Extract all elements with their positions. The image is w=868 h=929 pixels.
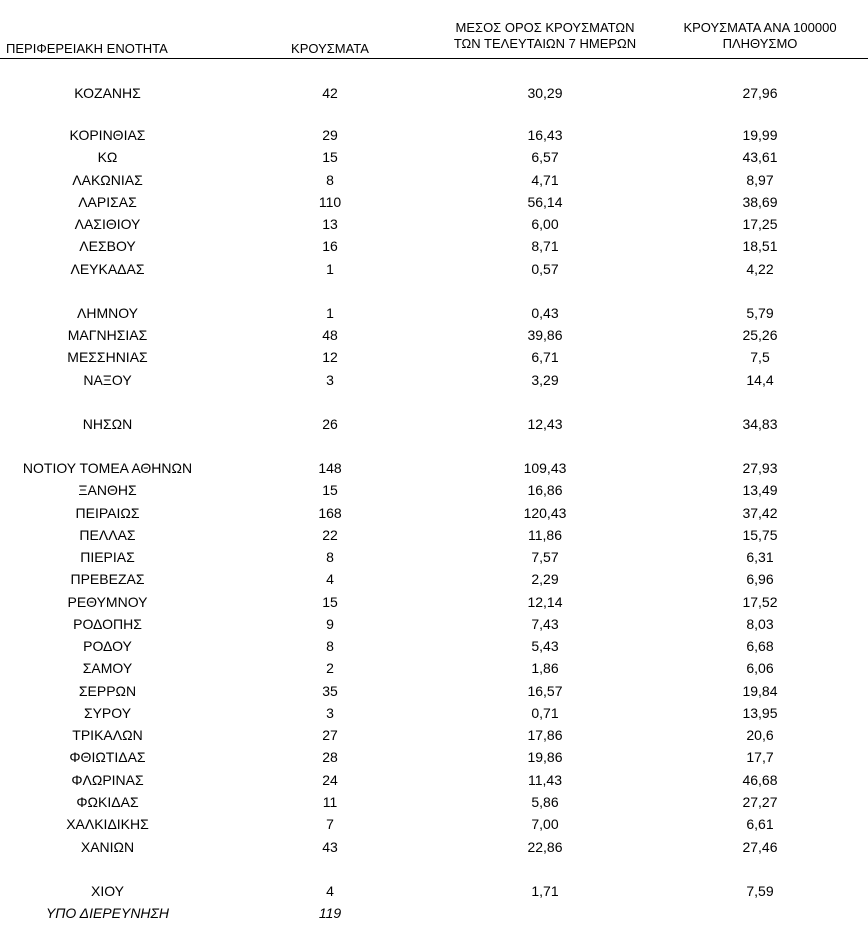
cell-per100k: 27,27 (742, 794, 778, 810)
cell-avg7: 39,86 (527, 327, 563, 343)
cell-region: ΧΑΝΙΩΝ (80, 839, 135, 855)
cell-per100k: 17,7 (746, 749, 774, 765)
cell-region: ΜΑΓΝΗΣΙΑΣ (67, 327, 148, 343)
cell-cases: 110 (318, 194, 342, 210)
table-row (0, 370, 868, 390)
cell-per100k: 6,61 (746, 816, 774, 832)
cell-cases: 4 (326, 883, 334, 899)
cell-per100k: 5,79 (746, 305, 774, 321)
cell-region: ΣΑΜΟΥ (82, 660, 133, 676)
cell-region: ΠΡΕΒΕΖΑΣ (70, 571, 145, 587)
table-row (0, 681, 868, 701)
cell-per100k: 13,95 (742, 705, 778, 721)
cell-avg7: 109,43 (523, 460, 567, 476)
cell-region: ΛΑΡΙΣΑΣ (78, 194, 137, 210)
table-row (0, 303, 868, 323)
cell-region: ΧΑΛΚΙΔΙΚΗΣ (66, 816, 149, 832)
table-row (0, 325, 868, 345)
cell-cases: 22 (322, 527, 338, 543)
table-row (0, 658, 868, 678)
table-row (0, 192, 868, 212)
cell-avg7: 30,29 (527, 85, 563, 101)
table-row (0, 881, 868, 901)
cell-cases: 15 (322, 149, 338, 165)
cell-avg7: 6,57 (531, 149, 559, 165)
cell-avg7: 6,71 (531, 349, 559, 365)
cell-avg7: 2,29 (531, 571, 559, 587)
cell-avg7: 0,71 (531, 705, 559, 721)
header-avg7 (425, 20, 665, 52)
cell-cases: 4 (326, 571, 334, 587)
cell-region: ΛΑΚΩΝΙΑΣ (72, 172, 143, 188)
cell-avg7: 16,86 (527, 482, 563, 498)
table-row (0, 770, 868, 790)
header-per100k-line2: ΠΛΗΘΥΣΜΟ (722, 36, 798, 51)
cell-avg7: 1,71 (531, 883, 559, 899)
cell-region: ΣΕΡΡΩΝ (78, 683, 137, 699)
cell-per100k: 43,61 (742, 149, 778, 165)
cell-avg7: 8,71 (531, 238, 559, 254)
cell-cases: 15 (322, 594, 338, 610)
cell-region: ΛΗΜΝΟΥ (76, 305, 138, 321)
cell-per100k: 27,96 (742, 85, 778, 101)
cell-region: ΥΠΟ ΔΙΕΡΕΥΝΗΣΗ (45, 905, 170, 921)
cell-cases: 12 (322, 349, 338, 365)
table-row (0, 170, 868, 190)
cell-cases: 168 (318, 505, 342, 521)
cell-cases: 8 (326, 638, 334, 654)
cell-region: ΞΑΝΘΗΣ (78, 482, 137, 498)
table-row (0, 458, 868, 478)
table-row (0, 703, 868, 723)
cell-avg7: 3,29 (531, 372, 559, 388)
cell-region: ΠΕΛΛΑΣ (79, 527, 136, 543)
cell-per100k: 27,93 (742, 460, 778, 476)
cell-avg7: 5,86 (531, 794, 559, 810)
header-per100k-line1: ΚΡΟΥΣΜΑΤΑ ΑΝΑ 100000 (683, 20, 837, 35)
cell-region: ΝΗΣΩΝ (82, 416, 133, 432)
cell-region: ΦΘΙΩΤΙΔΑΣ (69, 749, 146, 765)
cell-per100k: 6,31 (746, 549, 774, 565)
cell-region: ΝΟΤΙΟΥ ΤΟΜΕΑ ΑΘΗΝΩΝ (22, 460, 193, 476)
cell-per100k: 37,42 (742, 505, 778, 521)
cell-avg7: 4,71 (531, 172, 559, 188)
cell-per100k: 25,26 (742, 327, 778, 343)
table-row (0, 480, 868, 500)
cell-region: ΡΟΔΟΥ (83, 638, 132, 654)
cell-cases: 35 (322, 683, 338, 699)
cell-cases: 27 (322, 727, 338, 743)
cell-region: ΚΟΖΑΝΗΣ (74, 85, 141, 101)
cell-avg7: 12,14 (527, 594, 563, 610)
table-row (0, 83, 868, 103)
cell-per100k: 18,51 (742, 238, 778, 254)
cell-region: ΣΥΡΟΥ (83, 705, 132, 721)
cell-cases: 24 (322, 772, 338, 788)
cell-region: ΚΟΡΙΝΘΙΑΣ (69, 127, 146, 143)
cell-region: ΛΕΣΒΟΥ (79, 238, 136, 254)
cell-per100k: 13,49 (742, 482, 778, 498)
cell-cases: 148 (318, 460, 342, 476)
table-row (0, 347, 868, 367)
header-avg7-line1: ΜΕΣΟΣ ΟΡΟΣ ΚΡΟΥΣΜΑΤΩΝ (455, 20, 635, 35)
cell-avg7: 7,57 (531, 549, 559, 565)
table-row (0, 414, 868, 434)
table-row (0, 747, 868, 767)
cell-avg7: 16,57 (527, 683, 563, 699)
cell-cases: 13 (322, 216, 338, 232)
cell-cases: 42 (322, 85, 338, 101)
table-row (0, 903, 868, 923)
cell-per100k: 4,22 (746, 261, 774, 277)
cell-cases: 7 (326, 816, 334, 832)
cell-region: ΠΕΙΡΑΙΩΣ (75, 505, 140, 521)
cell-per100k: 6,06 (746, 660, 774, 676)
cell-per100k: 15,75 (742, 527, 778, 543)
cell-region: ΛΕΥΚΑΔΑΣ (70, 261, 145, 277)
cell-per100k: 6,96 (746, 571, 774, 587)
table-row (0, 792, 868, 812)
cell-per100k: 34,83 (742, 416, 778, 432)
cell-avg7: 17,86 (527, 727, 563, 743)
cell-avg7: 6,00 (531, 216, 559, 232)
cell-cases: 3 (326, 372, 334, 388)
cell-cases: 1 (326, 261, 334, 277)
cell-cases: 2 (326, 660, 334, 676)
table-row (0, 236, 868, 256)
cell-per100k: 7,59 (746, 883, 774, 899)
cell-cases: 9 (326, 616, 334, 632)
table-row (0, 837, 868, 857)
table-row (0, 569, 868, 589)
header-underline (0, 58, 868, 59)
cell-avg7: 1,86 (531, 660, 559, 676)
cell-per100k: 38,69 (742, 194, 778, 210)
cell-per100k: 8,97 (746, 172, 774, 188)
header-per100k (655, 20, 865, 52)
cell-per100k: 7,5 (750, 349, 770, 365)
cell-cases: 43 (322, 839, 338, 855)
cell-avg7: 12,43 (527, 416, 563, 432)
cell-region: ΜΕΣΣΗΝΙΑΣ (67, 349, 148, 365)
table-row (0, 636, 868, 656)
cell-cases: 3 (326, 705, 334, 721)
cell-per100k: 8,03 (746, 616, 774, 632)
cell-avg7: 7,43 (531, 616, 559, 632)
table-row (0, 259, 868, 279)
cell-avg7: 11,86 (528, 527, 562, 543)
cell-region: ΡΟΔΟΠΗΣ (73, 616, 142, 632)
cell-cases: 48 (322, 327, 338, 343)
cell-cases: 29 (322, 127, 338, 143)
cell-per100k: 17,25 (742, 216, 778, 232)
cell-per100k: 27,46 (742, 839, 778, 855)
cell-per100k: 6,68 (746, 638, 774, 654)
cell-cases: 11 (322, 794, 338, 810)
header-avg7-line2: ΤΩΝ ΤΕΛΕΥΤΑΙΩΝ 7 ΗΜΕΡΩΝ (453, 36, 637, 51)
cell-avg7: 5,43 (531, 638, 559, 654)
cell-avg7: 16,43 (527, 127, 563, 143)
table-row (0, 547, 868, 567)
cell-cases: 8 (326, 172, 334, 188)
table-row (0, 725, 868, 745)
cell-cases: 16 (322, 238, 338, 254)
table-row (0, 125, 868, 145)
cell-region: ΡΕΘΥΜΝΟΥ (67, 594, 148, 610)
cell-region: ΠΙΕΡΙΑΣ (80, 549, 135, 565)
cell-cases: 1 (326, 305, 334, 321)
cell-per100k: 46,68 (742, 772, 778, 788)
table-row (0, 592, 868, 612)
header-region: ΠΕΡΙΦΕΡΕΙΑΚΗ ΕΝΟΤΗΤΑ (6, 41, 168, 56)
cell-cases: 26 (322, 416, 338, 432)
cell-region: ΦΛΩΡΙΝΑΣ (71, 772, 144, 788)
cell-per100k: 19,84 (742, 683, 778, 699)
cell-avg7: 120,43 (523, 505, 567, 521)
cell-region: ΝΑΞΟΥ (83, 372, 132, 388)
cell-cases: 28 (322, 749, 338, 765)
cell-avg7: 22,86 (527, 839, 563, 855)
cell-region: ΚΩ (97, 149, 118, 165)
cell-avg7: 7,00 (531, 816, 559, 832)
cell-per100k: 14,4 (746, 372, 774, 388)
cell-per100k: 20,6 (746, 727, 774, 743)
table-row (0, 614, 868, 634)
cell-avg7: 19,86 (527, 749, 563, 765)
cell-cases: 8 (326, 549, 334, 565)
cell-avg7: 0,43 (531, 305, 559, 321)
cell-avg7: 0,57 (531, 261, 559, 277)
cell-cases: 15 (322, 482, 338, 498)
table-row (0, 503, 868, 523)
cell-avg7: 11,43 (528, 772, 562, 788)
cell-per100k: 17,52 (742, 594, 778, 610)
cell-avg7: 56,14 (527, 194, 563, 210)
cell-region: ΦΩΚΙΔΑΣ (76, 794, 139, 810)
table-row (0, 525, 868, 545)
table-row (0, 814, 868, 834)
cell-region: ΛΑΣΙΘΙΟΥ (74, 216, 141, 232)
table-row (0, 147, 868, 167)
table-row (0, 214, 868, 234)
cell-per100k: 19,99 (742, 127, 778, 143)
cell-region: ΤΡΙΚΑΛΩΝ (72, 727, 143, 743)
cell-region: ΧΙΟΥ (90, 883, 124, 899)
header-cases: ΚΡΟΥΣΜΑΤΑ (291, 41, 369, 56)
cell-cases: 119 (318, 905, 342, 921)
